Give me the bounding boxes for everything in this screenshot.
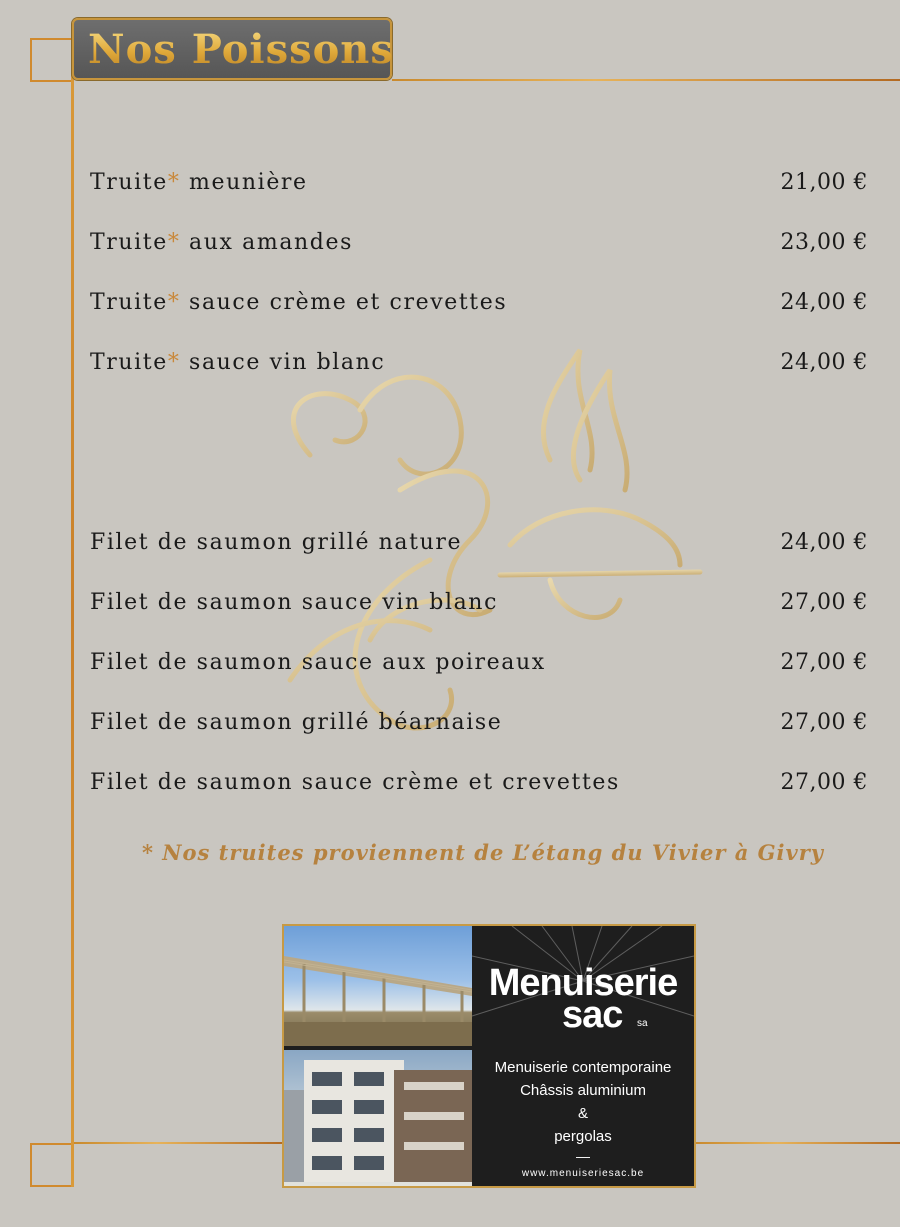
frame-bottom-line-right	[696, 1142, 900, 1144]
trout-origin-note: * Nos truites proviennent de L’étang du Vivier à Givry	[141, 840, 824, 865]
dish-name: Filet de saumon grillé nature	[90, 529, 463, 555]
menu-item	[90, 692, 868, 752]
ad-line: &	[577, 1105, 588, 1122]
advertisement	[282, 924, 696, 1188]
dish-name: Truite* aux amandes	[90, 229, 354, 255]
brand-name-second: sac	[562, 994, 623, 1036]
dish-price: 23,00 €	[780, 229, 868, 255]
ad-line: pergolas	[554, 1128, 612, 1145]
ad-dash: —	[576, 1148, 590, 1164]
trout-section	[90, 152, 868, 392]
dish-price: 27,00 €	[780, 589, 868, 615]
ad-url[interactable]: www.menuiseriesac.be	[521, 1168, 645, 1179]
dish-price: 21,00 €	[780, 169, 868, 195]
menu-item	[90, 752, 868, 812]
building-photo	[284, 1050, 472, 1186]
ad-services	[472, 1056, 694, 1148]
dish-name: Filet de saumon sauce aux poireaux	[90, 649, 546, 675]
page-title: Nos Poissons	[88, 25, 394, 73]
menu-item	[90, 152, 868, 212]
dish-name: Truite* meunière	[90, 169, 308, 195]
dish-price: 24,00 €	[780, 529, 868, 555]
frame-left-line	[71, 38, 74, 1187]
dish-price: 27,00 €	[780, 709, 868, 735]
corner-square-bottom	[30, 1143, 74, 1187]
title-banner	[72, 18, 392, 80]
dish-name: Truite* sauce crème et crevettes	[90, 289, 508, 315]
frame-top-line	[392, 79, 900, 81]
dish-name: Filet de saumon grillé béarnaise	[90, 709, 503, 735]
dish-name: Truite* sauce vin blanc	[90, 349, 386, 375]
corner-square-top	[30, 38, 74, 82]
dish-price: 27,00 €	[780, 649, 868, 675]
brand-name: Menuiserie	[488, 962, 678, 1004]
pergola-photo	[284, 926, 472, 1050]
brand-suffix: sa	[637, 1018, 648, 1029]
ad-line: Menuiserie contemporaine	[494, 1059, 672, 1076]
dish-price: 27,00 €	[780, 769, 868, 795]
dish-price: 24,00 €	[780, 289, 868, 315]
menu-item	[90, 332, 868, 392]
menu-item	[90, 272, 868, 332]
dish-name: Filet de saumon sauce vin blanc	[90, 589, 498, 615]
menu-item	[90, 572, 868, 632]
menu-item	[90, 632, 868, 692]
frame-bottom-line	[74, 1142, 282, 1144]
menu-item	[90, 512, 868, 572]
dish-price: 24,00 €	[780, 349, 868, 375]
dish-name: Filet de saumon sauce crème et crevettes	[90, 769, 620, 795]
salmon-section	[90, 512, 868, 812]
ad-line: Châssis aluminium	[520, 1082, 646, 1099]
ad-text-panel	[472, 926, 694, 1186]
menu-item	[90, 212, 868, 272]
ad-photos	[284, 926, 472, 1186]
